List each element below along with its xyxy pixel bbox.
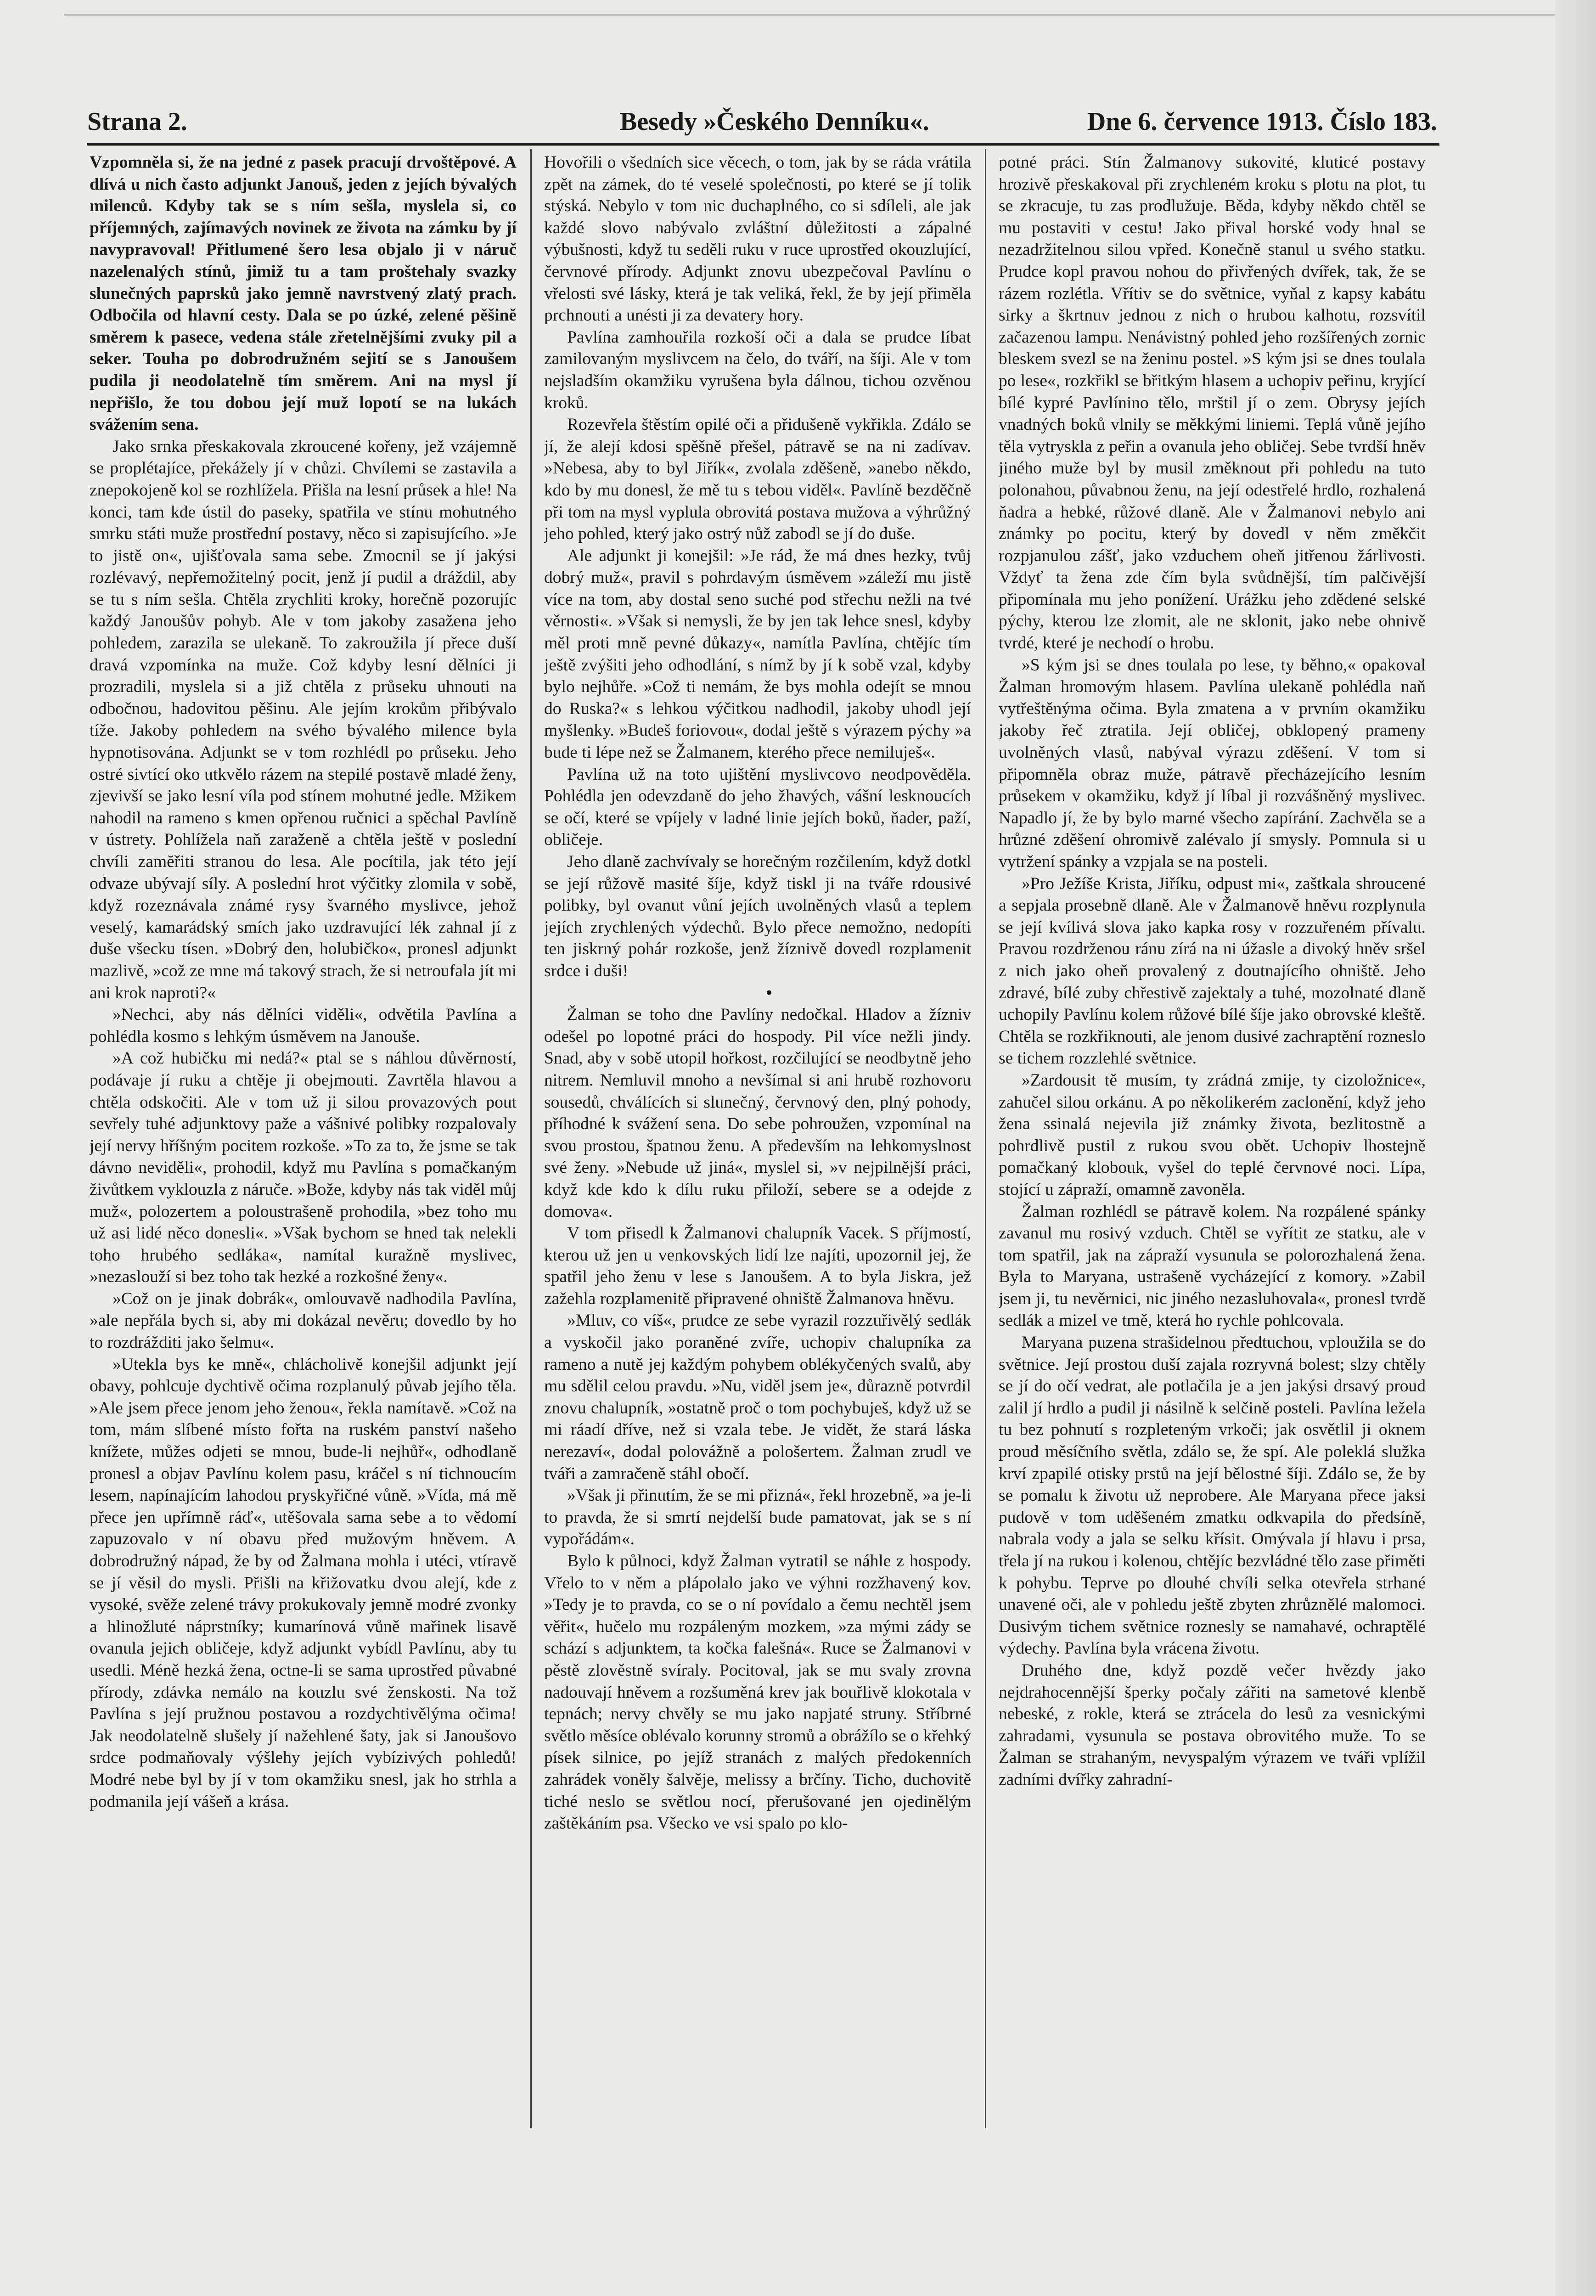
paragraph: Pavlína zamhouřila rozkoší oči a dala se prudce líbat zamilovaným myslivcem na čelo, do tváří, na šíji. Ale v tom nejsladším okamžiku vyrušena byla dálnou, tichou ozvěnou kroků. — [544, 327, 971, 412]
paragraph: »Utekla bys ke mně«, chlácholivě konejšil adjunkt její obavy, pohlcuje dychtivě očima rozplanulý půvab jejího těla. »Ale jsem přece jenom jeho ženou«, řekla namítavě. »Což na tom, mám slíbené místo fořta na ruském panství našeho knížete, můžes odjeti se mnou, bude-li nejhůř«, odhodlaně pronesl a objav Pavlínu kolem pasu, kráčel s ní tichnoucím lesem, napínajícím lahodou pryskyřičné vůně. »Vída, má mě přece jen upřímně ráď«, utěšovala sama sebe a to vědomí zapuzovalo v ní obavu před mužovým hněvem. A dobrodružný nápad, že by od Žalmana mohla i utéci, vtíravě se jí věsil do mysli. Přišli na křižovatku dvou alejí, kde z vysoké, svěže zelené trávy prokukovaly jemně modré zvonky a hlinožluté náprstníky; kumarínová vůně mařinek lisavě ovanula jejich obličeje, když adjunkt vybídl Pavlínu, aby tu usedli. Méně hezká žena, octne-li se sama uprostřed půvabné přírody, zdávka nemálo na kouzlu své ženskosti. Na tož Pavlína s její pružnou postavou a rozdychtivělýma očima! Jak neodolatelně slušely jí nažehlené šaty, jak si Janoušovo srdce podmaňovaly výšlehy jejích vybízivých pohledů! Modré nebe byl by jí v tom okamžiku snesl, jak ho strhla a podmanila její vášeň a krása. — [90, 1355, 517, 1811]
paragraph: »Nechci, aby nás dělníci viděli«, odvětila Pavlína a pohlédla kosmo s lehkým úsměvem na Janouše. — [90, 1005, 517, 1046]
page-header — [87, 101, 1437, 142]
paragraph: »Však ji přinutím, že se mi přizná«, řekl hrozebně, »a je-li to pravda, že si smrtí nejdelší bude pamatovat, jak se s ní vypořádám«. — [544, 1486, 971, 1549]
scan-top-edge — [64, 14, 1561, 16]
paragraph: Jako srnka přeskakovala zkroucené kořeny, jež vzájemně se proplétajíce, překážely jí v chůzi. Chvílemi se zastavila a znepokojeně kol se rozhlížela. Přišla na lesní průsek a hle! Na konci, tam kde ústil do paseky, spatřila ve stínu mohutného smrku státi muže prostřední postavy, něco si zapisujícího. »Je to jistě on«, ujišťovala sama sebe. Zmocnil se jí jakýsi rozlévavý, nepřemožitelný pocit, jenž jí pudil a dráždil, aby se tu s ním sešla. Chtěla zrychliti kroky, horečně pozorujíc každý Janoušův pohyb. Ale v tom jakoby zasažena jeho pohledem, zarazila se ulekaně. To zakroužila jí přece duší dravá vzpomínka na muže. Což kdyby lesní dělníci ji prozradili, myslela si a již chtěla z průseku uhnouti na odbočnou, hadovitou pěšinu. Ale jejím krokům přibývalo tíže. Jakoby pohledem na svého bývalého milence byla hypnotisována. Adjunkt se v tom rozhlédl po průseku. Jeho ostré sivtící oko utkvělo rázem na stepilé postavě mladé ženy, zjevivší se jako lesní víla pod stínem mohutné jedle. Mžikem nahodil na rameno s kmen opřenou ručnici a spěchal Pavlíně v ústrety. Pohlížela naň zaraženě a chtěla ještě v poslední chvíli zamĕřiti stranou do lesa. Ale pocítila, jak této její odvaze ubývají síly. A poslední hrot výčitky zlomila v sobě, když rozeznávala známé rysy švarného myslivce, jehož veselý, kamarádský smích jako uzdravující lék zahnal jí z duše všecku tísen. »Dobrý den, holubičko«, pronesl adjunkt mazlivě, »což ze mne má takový strach, že si netroufala jít mi ani krok naproti?« — [90, 437, 517, 1002]
page-number: Strana 2. — [87, 107, 187, 136]
paragraph: Žalman se toho dne Pavlíny nedočkal. Hladov a žízniv odešel po lopotné práci do hospody. Pil více nežli jindy. Snad, aby v sobě utopil hořkost, rozčilující se neodbytně jeho nitrem. Nemluvil mnoho a nevšímal si ani hrubě rozhovoru sousedů, chválících si slunečný, červnový den, plný pohody, příhodné k svážení sena. Do sebe pohroužen, vzpomínal na svou prostou, špatnou ženu. A především na lehkomyslnost své ženy. »Nebude už jiná«, myslel si, »v nejpilnější práci, když kde kdo k dílu ruku přiloží, sebere se a odejde z domova«. — [544, 1005, 971, 1221]
paragraph: potné práci. Stín Žalmanovy sukovité, kluticé postavy hrozivě přeskakoval při zrychleném kroku s plotu na plot, tu se zkracuje, tu zas prodlužuje. Běda, kdyby někdo chtěl se mu postaviti v cestu! Jako přival horské vody hnal se nezadržitelnou silou vpřed. Konečně stanul u svého statku. Prudce kopl pravou nohou do přivřených dvířek, tak, že se rázem rozlétla. Vřítiv se do světnice, vyňal z kapsy kabátu sirky a škrtnuv jednou z nich o hrubou kalhotu, rozsvítil začazenou lampu. Nenávistný pohled jeho rozšířených zornic bleskem svezl se na ženinu postel. »S kým jsi se dnes toulala po lese«, rozkřikl se břitkým hlasem a uchopiv peřinu, kryjící bílé kypré Pavlínino tělo, mrštil jí o zem. Obrysy jejích vnadných boků vlnily se měkkými liniemi. Teplá vůně jejího těla vytryskla z peřin a ovanula jeho obličej. Sebe tvrdší hněv jiného muže byl by musil změknout při pohledu na tuto polonahou, půvabnou ženu, na její odestřelé hrdlo, rozhalená ňadra a hebké, růžové dlaně. Ale v Žalmanovi nebylo ani známky po pocitu, který by dovedl v něm změkčit rozpjanulou zášť, jako vzduchem oheň jitřenou žárlivosti. Vždyť ta žena zde čím byla svůdnější, tím palčivější připomínala mu jeho ponížení. Urážku jeho zdědené selské pýchy, kterou lze zlomit, ale ne sklonit, jako nebe ohnivě tvrdé, které je nechodí o hrobu. — [999, 153, 1426, 653]
paragraph: Hovořili o všedních sice věcech, o tom, jak by se ráda vrátila zpět na zámek, do té veselé společnosti, po které se jí tolik stýská. Nebylo v tom nic duchaplného, co si sdíleli, ale jak každé slovo nabývalo zvláštní důležitosti a zápalné výbušnosti, když tu seděli ruku v ruce uprostřed okouzlující, červnové přírody. Adjunkt znovu ubezpečoval Pavlínu o vřelosti své lásky, která je tak veliká, řekl, že by její přiměla prchnouti a unésti ji za devatery hory. — [544, 153, 971, 325]
paragraph: Žalman rozhlédl se pátravě kolem. Na rozpálené spánky zavanul mu rosivý vzduch. Chtěl se vyřítit ze statku, ale v tom spatřil, jak na zápraží vysunula se polorozhalená žena. Byla to Maryana, ustrašeně vycházející z komory. »Zabil jsem ji, tu nevěrnici, nic jiného nezasluhovala«, pronesl tvrdě sedlák a mizel ve tmě, která ho rychle pohlcovala. — [999, 1202, 1426, 1330]
paragraph: V tom přisedl k Žalmanovi chalupník Vacek. S příjmostí, kterou už jen u venkovských lidí lze najíti, upozornil jej, že spatřil jeho ženu v lese s Janoušem. A to byla Jiskra, jež zažehla rozplamenitě připravené ohniště Žalmanova hněvu. — [544, 1224, 971, 1308]
column-divider — [985, 149, 986, 2128]
paragraph: Pavlína už na toto ujištění myslivcovo neodpověděla. Pohlédla jen odevzdaně do jeho žhavých, vášní lesknoucích se očí, které se vpíjely v ladné linie jejích boků, ňader, paží, obličeje. — [544, 765, 971, 850]
header-rule — [87, 143, 1439, 146]
text-column-1 — [90, 152, 517, 2122]
paragraph: »Zardousit tě musím, ty zrádná zmije, ty cizoložnice«, zahučel silou orkánu. A po několikerém zaclonění, když jeho žena ssinalá nejevila již známky života, bezlitostně a pohrdlivě pustil z rukou svou obět. Uchopiv lhostejně pomačkaný klobouk, vyšel do teplé červnové noci. Lípa, stojící u zápraží, omamně zavoněla. — [999, 1070, 1426, 1199]
paragraph: »S kým jsi se dnes toulala po lese, ty běhno,« opakoval Žalman hromovým hlasem. Pavlína ulekaně pohlédla naň vytřeštěnýma očima. Byla zmatena a v prvním okamžiku jakoby řeč ztratila. Její obličej, obklopený prameny uvolněných vlasů, nabýval výrazu zděšení. V tom si připomněla obraz muže, pátravě přecházejícího lesním průsekem v okamžiku, když jí líbal ji rozvášněný myslivec. Napadlo jí, že by bylo marné všecho zapírání. Zachvěla se a hrůzné zděšení ohromivě zalévalo jí smysly. Pomnula si u vytržení spánky a vzpjala se na posteli. — [999, 655, 1426, 871]
text-column-2 — [544, 152, 971, 2122]
paragraph: »Mluv, co víš«, prudce ze sebe vyrazil rozzuřivělý sedlák a vyskočil jako poraněné zvíře, uchopiv chalupníka za rameno a nutě jej každým pohybem oblékyčených svalů, aby mu sdělil celou pravdu. »Nu, viděl jsem je«, důrazně potvrdil znovu chalupník, »ostatně proč o tom pochybuješ, když už se mi ráadí dříve, než si vzala tebe. Je vidět, že stará láska nerezaví«, dodal polovážně a pološertem. Žalman zrudl ve tváři a zamračeně stáhl obočí. — [544, 1311, 971, 1483]
paragraph: Maryana puzena strašidelnou předtuchou, vploužila se do světnice. Její prostou duší zajala rozryvná bolest; slzy chtěly se jí do očí vedrat, ale potlačila je a jen jakýsi drsavý proud zalil jí hrdlo a pudil ji násilně k selčině posteli. Pavlína ležela tu bez pohnutí s rozpleteným vrkoči; jak osvětlil ji oknem proud měsíčního světla, zdálo se, že spí. Ale poleklá služka krví zpapilé otisky prstů na její bělostné šíji. Zdálo se, že by se pomalu k životu už neprobere. Ale Maryana přece jaksi pudově v tom uděšeném zmatku odkvapila do předsíně, nabrala vody a jala se selku křísit. Omývala jí hlavu i prsa, třela jí na rukou i kolenou, chtějíc bezvládné tělo zase přiměti k pohybu. Teprve po dlouhé chvíli selka otevřela strhané unavené oči, ale v pohledu ještě zbyten zhrůznělé malomoci. Dusivým tichem světnice roznesly se namahavé, ochraptělé výdechy. Pavlína byla vrácena životu. — [999, 1333, 1426, 1658]
paragraph: »A což hubičku mi nedá?« ptal se s náhlou důvěrností, podávaje jí ruku a chtěje ji obejmouti. Zavrtěla hlavou a chtěla odskočiti. Ale v tom už ji silou provazových pout sevřely tuhé adjunktovy paže a vášnivé polibky rozpalovaly její nervy hříšným pocitem rozkoše. »To za to, že jsme se tak dávno neviděli«, prohodil, když mu Pavlína s pomačkaným živůtkem vyklouzla z náruče. »Bože, kdyby nás tak viděl můj muž«, polozertem a poloustrašeně prohodila, »bez toho mu už asi lidé něco donesli«. »Však bychom se hned tak nelekli toho hrubého sedláka«, namítal kuražně myslivec, »nezaslouží si bez toho tak hezké a rozkošné ženy«. — [90, 1049, 517, 1287]
paragraph: »Pro Ježíše Krista, Jiříku, odpust mi«, zaštkala shroucené a sepjala prosebně dlaně. Ale v Žalmanově hněvu rozplynula se její kvílivá slova jako kapka rosy v rozzuřeném přívalu. Pravou rozdrženou ránu zírá na ni úžasle a divoký hněv sršel z nich jako oheň provalený z doutnajícího ohniště. Jeho zdravé, bílé zuby chřestivě zajektaly a tuhé, mozolnaté dlaně uchopily Pavlínu kolem růžové bílé šíje jako obrovské kleště. Chtěla se rozkřiknouti, ale jenom dusivé zachraptění rozneslo se tichem rozzlehlé světnice. — [999, 874, 1426, 1068]
section-separator: • — [766, 983, 772, 1002]
paragraph: Druhého dne, když pozdě večer hvězdy jako nejdrahocennější šperky počaly zářiti na sametové klenbě nebeské, z rokle, která se ztrácela do lesů za vesnickými zahradami, vysunula se postava obrovitého muže. To se Žalman se strahaným, nevyspalým výrazem ve tváři vplížil zadními dvířky zahradní- — [999, 1660, 1426, 1789]
paragraph: Bylo k půlnoci, když Žalman vytratil se náhle z hospody. Vřelo to v něm a plápolalo jako ve výhni rozžhavený kov. »Tedy je to pravda, co se o ní povídalo a čemu nechtěl jsem věřit«, hučelo mu rozpáleným mozkem, »za mými zády se schází s adjunktem, ta kočka falešná«. Ruce se Žalmanovi v pěstě zlověstně svíraly. Pocitoval, jak se mu svaly zrovna nadouvají hněvem a rozšuměná krev jak bouřlivě klokotala v tepnách; nervy chvěly se mu jako napjaté struny. Stříbrné světlo měsíce oblévalo korunny stromů a obrážílo se o křehký písek silnice, po jejíž stranách z malých předokenních zahrádek voněly šalvěje, melissy a brčíny. Ticho, duchovitě tiché neslo se světlou nocí, přerušované jen ojedinělým zaštěkáním psa. Všecko ve vsi spalo po klo- — [544, 1552, 971, 1833]
issue-date: Dne 6. července 1913. Číslo 183. — [1087, 107, 1437, 136]
text-column-3 — [999, 152, 1426, 2122]
paragraph: Rozevřela štěstím opilé oči a přidušeně vykřikla. Zdálo se jí, že alejí kdosi spěšně přešel, pátravě se na ni zadívav. »Nebesa, aby to byl Jiřík«, zvolala zděšeně, »anebo někdo, kdo by mu donesl, že mě tu s tebou viděl«. Pavlíně bezděčně při tom na mysl vyplula obrovitá postava mužova a výhrůžný jeho pohled, který jako ostrý nůž zabodl se jí do duše. — [544, 415, 971, 544]
paragraph: Jeho dlaně zachvívaly se horečným rozčilením, když dotkl se její růžově masité šíje, když tiskl ji na tváře rdousivé polibky, byl ovanut vůní jejích uvolněných vlasů a teplem jejích zrychlených výdechů. Bylo přece nemožno, nedopíti ten jiskrný pohár rozkoše, jenž žíznivě dovedl rozplamenit srdce i duši! — [544, 852, 971, 980]
paragraph: »Což on je jinak dobrák«, omlouvavě nadhodila Pavlína, »ale nepřála bych si, aby mi dokázal nevěru; dovedlo by ho to rozdrážditi jako šelmu«. — [90, 1289, 517, 1352]
paragraph: Ale adjunkt ji konejšil: »Je rád, že má dnes hezky, tvůj dobrý muž«, pravil s pohrdavým úsměvem »záleží mu jistě více na tom, aby dostal seno suché pod střechu nežli na tvé věrnosti«. »Však si nemysli, že by jen tak lehce snesl, kdyby měl proti mně pevné důkazy«, namítla Pavlína, chtějíc tím ještě zvýšiti jeho odhodlání, s nímž by jí k sobě vzal, kdyby bylo nejhůře. »Což ti nemám, že bys mohla odejít se mnou do Ruska?« s lehkou výčitkou nadhodil, jakoby uhodl její myšlenky. »Budeš foriovou«, dodal ještě s výrazem pýchy »a bude ti lépe než se Žalmanem, kterého přece nemiluješ«. — [544, 546, 971, 762]
column-divider — [530, 149, 532, 2128]
masthead-title: Besedy »Českého Denníku«. — [620, 107, 929, 136]
paragraph: Vzpomněla si, že na jedné z pasek pracují drvoštěpové. A dlívá u nich často adjunkt Janouš, jeden z jejích bývalých milenců. Kdyby tak se s ním sešla, myslela si, co příjemných, zajímavých novinek ze života na zámku by jí navypravoval! Přitlumené šero lesa objalo ji v náruč nazelenalých stínů, jimiž tu a tam proštehaly svazky slunečných paprsků jako jemně navrstvený zlatý prach. Odbočila od hlavní cesty. Dala se po úzké, zelené pěšině směrem k pasece, vedena stále zřetelnějšími zvuky pil a seker. Touha po dobrodružném sejití se s Janoušem pudila ji neodolatelně tím směrem. Ani na mysl jí nepřišlo, že tou dobou její muž lopotí se na lukách svážením sena. — [90, 153, 517, 434]
scan-right-edge — [1555, 0, 1596, 2296]
